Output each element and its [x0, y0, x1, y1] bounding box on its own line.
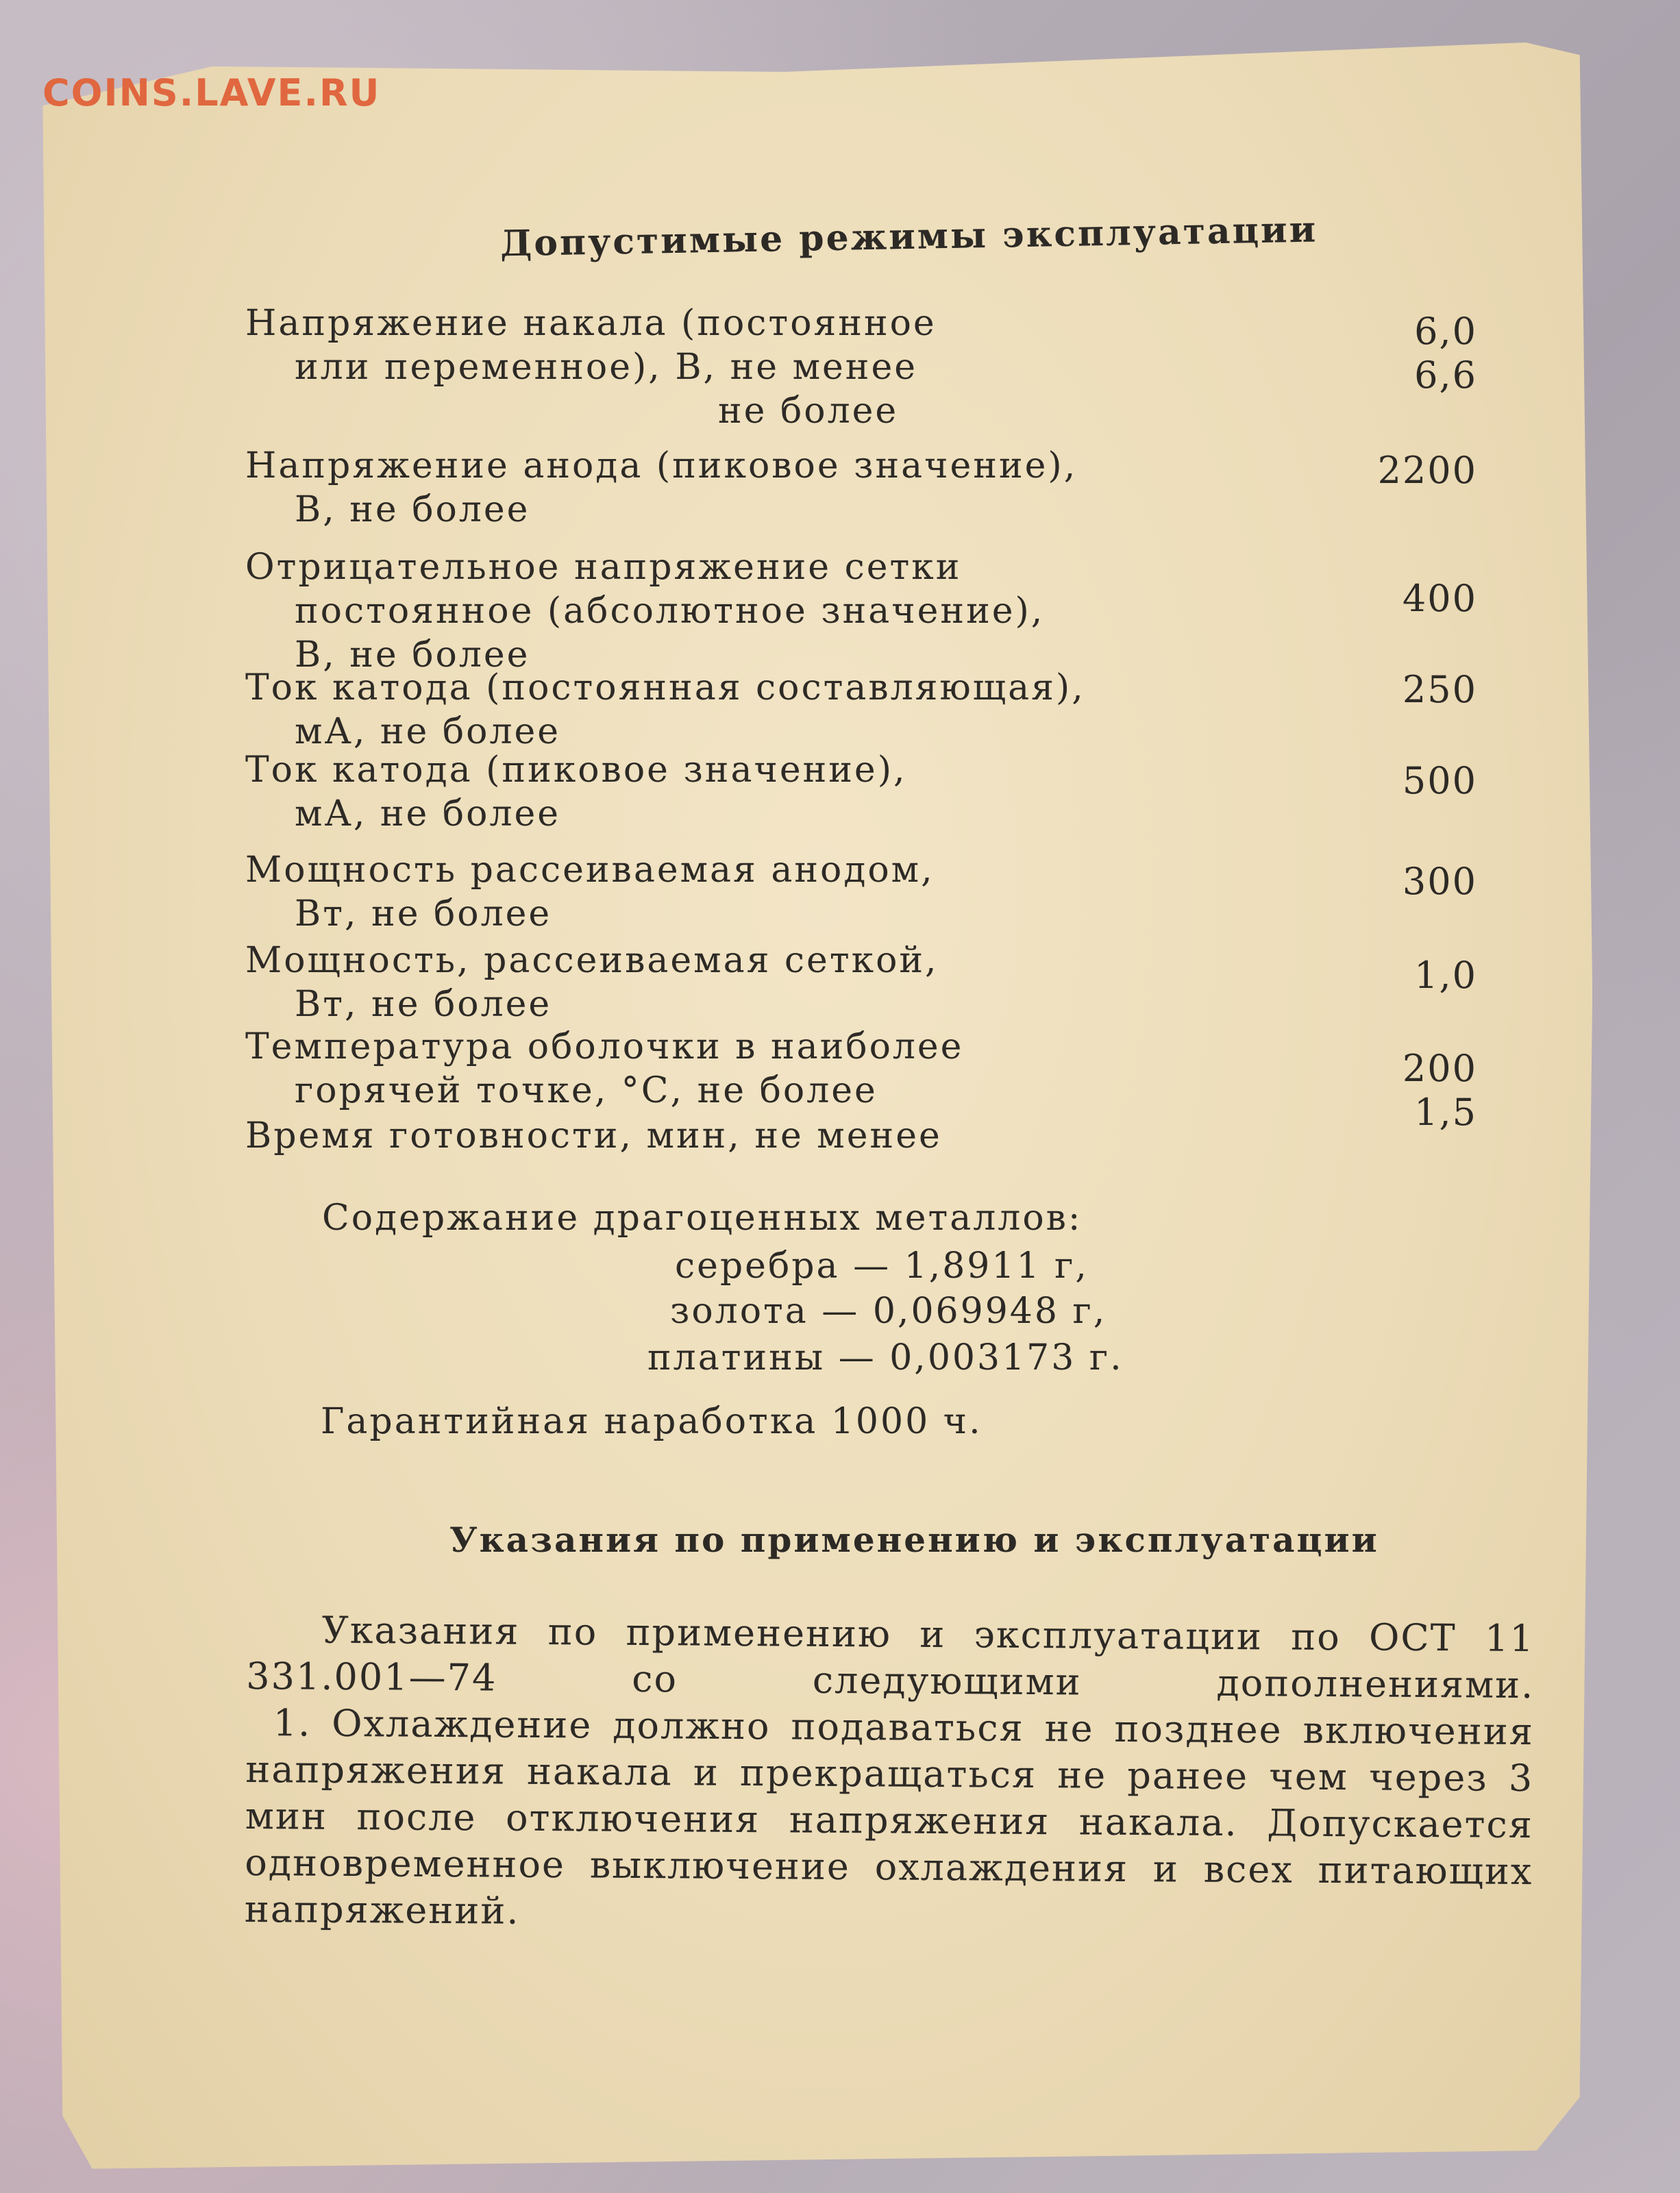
- param-value: 250: [1402, 668, 1477, 711]
- param-line: Вт, не более: [295, 984, 552, 1025]
- param-value: 300: [1402, 860, 1477, 903]
- param-line: Ток катода (пиковое значение),: [245, 749, 907, 791]
- metal-gold: золота — 0,069948 г,: [670, 1291, 1107, 1332]
- param-anode-dissipation: [245, 848, 1136, 936]
- param-line: Мощность рассеиваемая анодом,: [245, 850, 935, 891]
- param-value: 1,0: [1414, 954, 1477, 997]
- param-value: 6,6: [1414, 354, 1477, 397]
- param-cathode-current-dc: [245, 666, 1136, 754]
- param-line: не более: [718, 391, 899, 432]
- param-line: горячей точке, °С, не более: [295, 1070, 878, 1111]
- instructions-item-1: 1. Охлаждение должно подаваться не позднее включения напряжения накала и прекращаться не ранее чем через 3 мин после отключения напряжения накала. Допускается одновременное выключение охлаждения и всех питающих напряжений.: [244, 1701, 1534, 1933]
- param-line: В, не более: [295, 634, 530, 676]
- param-line: Напряжение накала (постоянное: [245, 303, 937, 344]
- param-line: Время готовности, мин, не менее: [245, 1115, 942, 1156]
- param-value: 6,0: [1414, 310, 1477, 353]
- metals-heading: Содержание драгоценных металлов:: [322, 1198, 1083, 1239]
- page-title: Допустимые режимы эксплуатации: [499, 208, 1318, 265]
- param-filament-voltage: [245, 301, 1136, 433]
- param-line: Вт, не более: [295, 893, 552, 934]
- param-grid-dissipation: [245, 939, 1136, 1026]
- param-warmup-time: [245, 1114, 1136, 1158]
- param-value: 200: [1402, 1047, 1477, 1090]
- instructions-intro: Указания по применению и эксплуатации по ОСТ 11 331.001—74 со следующими дополнениями.: [246, 1608, 1535, 1707]
- param-line: Напряжение анода (пиковое значение),: [245, 445, 1078, 486]
- param-envelope-temperature: [245, 1025, 1136, 1113]
- param-line: постоянное (абсолютное значение),: [295, 591, 1045, 632]
- warranty-hours: Гарантийная наработка 1000 ч.: [321, 1401, 983, 1442]
- instructions-text: [245, 1607, 1535, 1942]
- metal-platinum: платины — 0,003173 г.: [647, 1337, 1124, 1378]
- param-line: В, не более: [295, 489, 530, 530]
- metal-silver: серебра — 1,8911 г,: [675, 1246, 1089, 1287]
- param-line: Мощность, рассеиваемая сеткой,: [245, 940, 939, 981]
- param-line: Температура оболочки в наиболее: [245, 1026, 964, 1067]
- param-anode-voltage: [245, 444, 1136, 532]
- watermark: COINS.LAVE.RU: [42, 71, 381, 114]
- param-value: 500: [1402, 759, 1477, 802]
- param-value: 1,5: [1414, 1091, 1477, 1134]
- param-line: мА, не более: [295, 793, 561, 834]
- param-line: Ток катода (постоянная составляющая),: [245, 667, 1085, 708]
- param-line: или переменное), В, не менее: [295, 347, 917, 388]
- param-line: Отрицательное напряжение сетки: [245, 547, 962, 588]
- param-cathode-current-peak: [245, 748, 1136, 836]
- param-value: 400: [1402, 577, 1477, 620]
- param-value: 2200: [1377, 449, 1477, 492]
- param-grid-voltage: [245, 545, 1136, 677]
- section-title-instructions: Указания по применению и эксплуатации: [449, 1520, 1379, 1560]
- param-line: мА, не более: [295, 711, 561, 752]
